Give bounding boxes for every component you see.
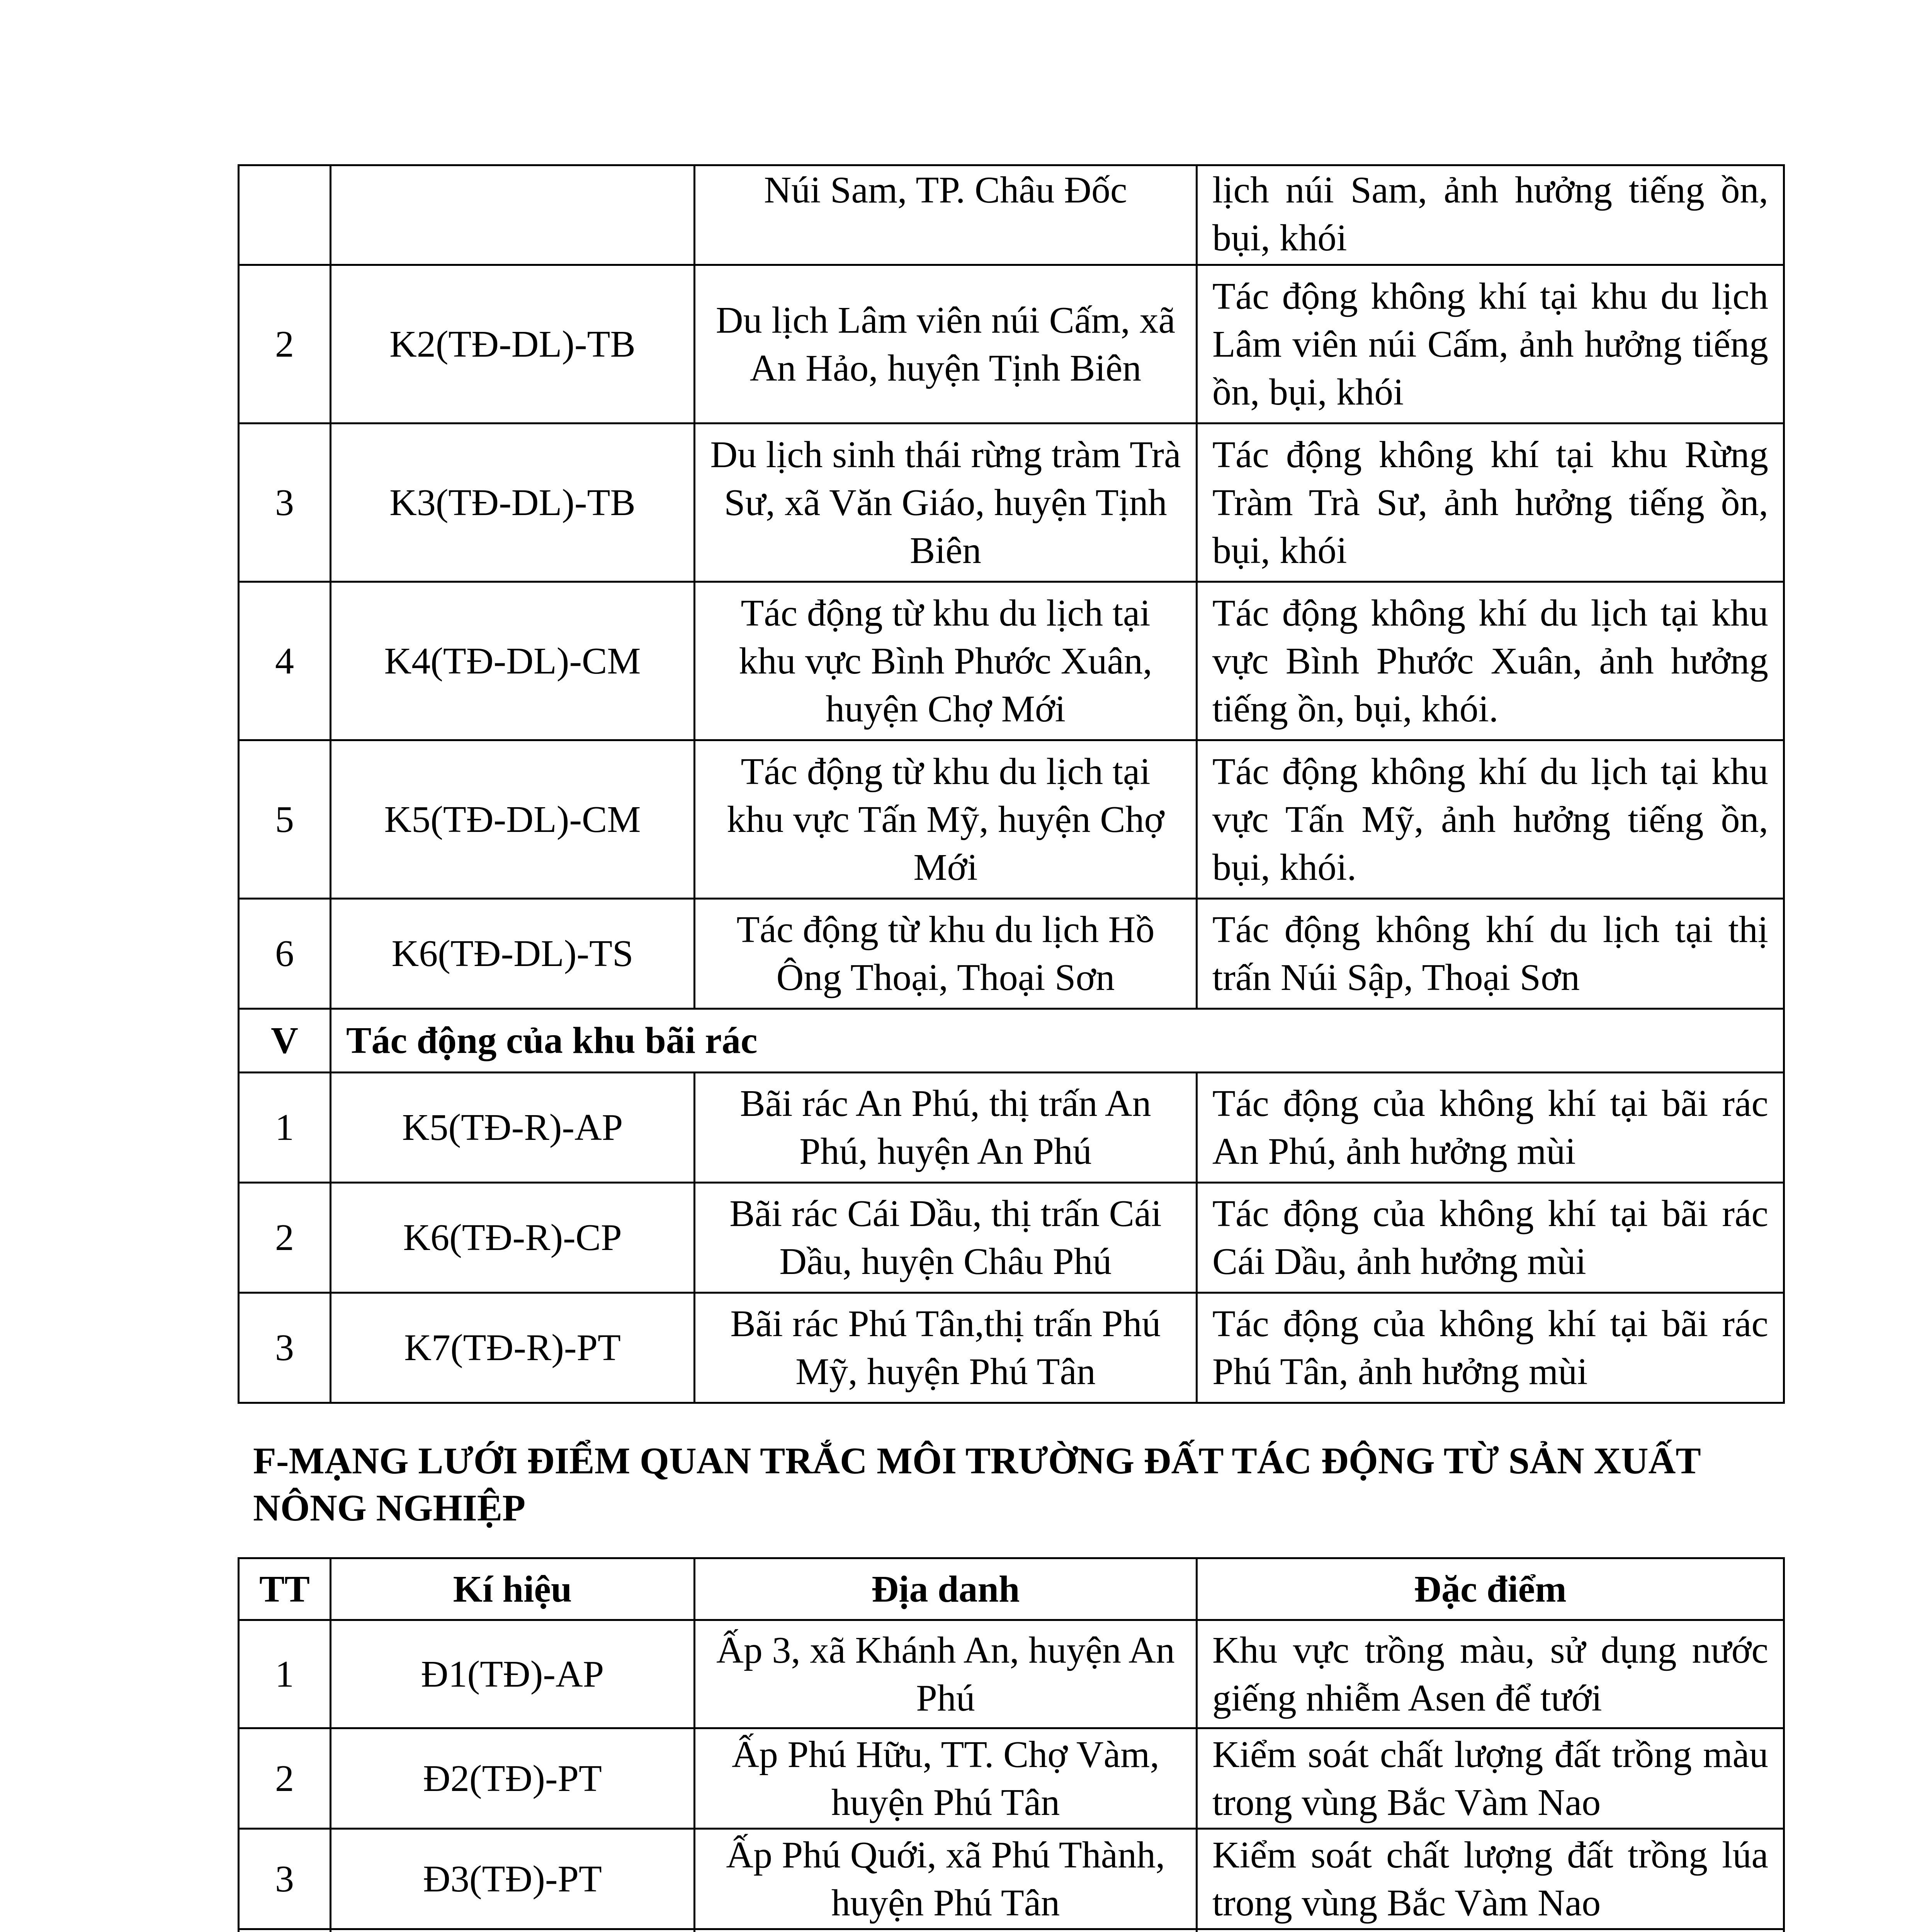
station-code: K5(TĐ-R)-AP <box>331 1073 695 1183</box>
table-row <box>239 582 1784 740</box>
table-row <box>239 1183 1784 1293</box>
description: Tác động không khí tại khu Rừng Tràm Trà Sư, ảnh hưởng tiếng ồn, bụi, khói <box>1197 423 1784 582</box>
row-number: 2 <box>239 1728 331 1829</box>
table-row <box>239 1620 1784 1728</box>
description: lịch núi Sam, ảnh hưởng tiếng ồn, bụi, khói <box>1197 165 1784 265</box>
description: Kiểm soát chất lượng đất trồng lúa trong vùng Bắc Vàm Nao <box>1197 1829 1784 1929</box>
table-row <box>239 1829 1784 1929</box>
description: Khu vực trồng màu, sử dụng nước giếng nhiễm Asen để tưới <box>1197 1620 1784 1728</box>
location: Bãi rác An Phú, thị trấn An Phú, huyện An Phú <box>695 1073 1197 1183</box>
section-number: V <box>239 1009 331 1073</box>
column-header-code: Kí hiệu <box>331 1558 695 1620</box>
table-row <box>239 899 1784 1009</box>
row-number: 3 <box>239 423 331 582</box>
description: Kiểm soát chất lượng đất trồng màu trong vùng Bắc Vàm Nao <box>1197 1728 1784 1829</box>
row-number: 2 <box>239 1183 331 1293</box>
description: Tác động không khí du lịch tại khu vực Bình Phước Xuân, ảnh hưởng tiếng ồn, bụi, khói. <box>1197 582 1784 740</box>
row-number: 6 <box>239 899 331 1009</box>
location: Tác động từ khu du lịch tại khu vực Bình Phước Xuân, huyện Chợ Mới <box>695 582 1197 740</box>
row-number: 4 <box>239 582 331 740</box>
location: Ấp 3, xã Khánh An, huyện An Phú <box>695 1620 1197 1728</box>
station-code: K3(TĐ-DL)-TB <box>331 423 695 582</box>
station-code: Đ3(TĐ)-PT <box>331 1829 695 1929</box>
station-code: K6(TĐ-DL)-TS <box>331 899 695 1009</box>
row-number: 3 <box>239 1293 331 1403</box>
station-code: K2(TĐ-DL)-TB <box>331 265 695 423</box>
location <box>695 1929 1197 1932</box>
row-number <box>239 165 331 265</box>
location: Ấp Phú Hữu, TT. Chợ Vàm, huyện Phú Tân <box>695 1728 1197 1829</box>
station-code: Đ1(TĐ)-AP <box>331 1620 695 1728</box>
description: Tác động của không khí tại bãi rác An Phú, ảnh hưởng mùi <box>1197 1073 1784 1183</box>
location: Du lịch sinh thái rừng tràm Trà Sư, xã Văn Giáo, huyện Tịnh Biên <box>695 423 1197 582</box>
location: Bãi rác Cái Dầu, thị trấn Cái Dầu, huyện Châu Phú <box>695 1183 1197 1293</box>
row-number: 1 <box>239 1620 331 1728</box>
station-code: Đ2(TĐ)-PT <box>331 1728 695 1829</box>
column-header-place: Địa danh <box>695 1558 1197 1620</box>
table-row <box>239 1073 1784 1183</box>
location: Du lịch Lâm viên núi Cấm, xã An Hảo, huyện Tịnh Biên <box>695 265 1197 423</box>
section-row <box>239 1009 1784 1073</box>
station-code <box>331 1929 695 1932</box>
station-code: K7(TĐ-R)-PT <box>331 1293 695 1403</box>
station-code <box>331 165 695 265</box>
row-number: 1 <box>239 1073 331 1183</box>
column-header-desc: Đặc điểm <box>1197 1558 1784 1620</box>
table-row <box>239 1293 1784 1403</box>
description <box>1197 1929 1784 1932</box>
description: Tác động của không khí tại bãi rác Cái Dầu, ảnh hưởng mùi <box>1197 1183 1784 1293</box>
station-code: K5(TĐ-DL)-CM <box>331 740 695 899</box>
description: Tác động không khí du lịch tại thị trấn Núi Sập, Thoại Sơn <box>1197 899 1784 1009</box>
station-code: K6(TĐ-R)-CP <box>331 1183 695 1293</box>
description: Tác động của không khí tại bãi rác Phú Tân, ảnh hưởng mùi <box>1197 1293 1784 1403</box>
table-row <box>239 740 1784 899</box>
location: Núi Sam, TP. Châu Đốc <box>695 165 1197 265</box>
section-heading: F-MẠNG LƯỚI ĐIỂM QUAN TRẮC MÔI TRƯỜNG ĐẤT TÁC ĐỘNG TỪ SẢN XUẤT NÔNG NGHIỆP <box>253 1440 1701 1529</box>
table-row <box>239 1728 1784 1829</box>
description: Tác động không khí tại khu du lịch Lâm viên núi Cấm, ảnh hưởng tiếng ồn, bụi, khói <box>1197 265 1784 423</box>
location: Ấp Phú Quới, xã Phú Thành, huyện Phú Tân <box>695 1829 1197 1929</box>
table-row <box>239 423 1784 582</box>
row-number <box>239 1929 331 1932</box>
table-row <box>239 165 1784 265</box>
table-row <box>239 265 1784 423</box>
location: Bãi rác Phú Tân,thị trấn Phú Mỹ, huyện Phú Tân <box>695 1293 1197 1403</box>
section-title: Tác động của khu bãi rác <box>331 1009 1784 1073</box>
description: Tác động không khí du lịch tại khu vực Tấn Mỹ, ảnh hưởng tiếng ồn, bụi, khói. <box>1197 740 1784 899</box>
table-row <box>239 1929 1784 1932</box>
table-header-row <box>239 1558 1784 1620</box>
air-monitoring-table-continued <box>238 164 1785 1404</box>
location: Tác động từ khu du lịch tại khu vực Tấn Mỹ, huyện Chợ Mới <box>695 740 1197 899</box>
soil-monitoring-table <box>238 1557 1785 1932</box>
location: Tác động từ khu du lịch Hồ Ông Thoại, Thoại Sơn <box>695 899 1197 1009</box>
row-number: 3 <box>239 1829 331 1929</box>
row-number: 5 <box>239 740 331 899</box>
row-number: 2 <box>239 265 331 423</box>
column-header-tt: TT <box>239 1558 331 1620</box>
station-code: K4(TĐ-DL)-CM <box>331 582 695 740</box>
